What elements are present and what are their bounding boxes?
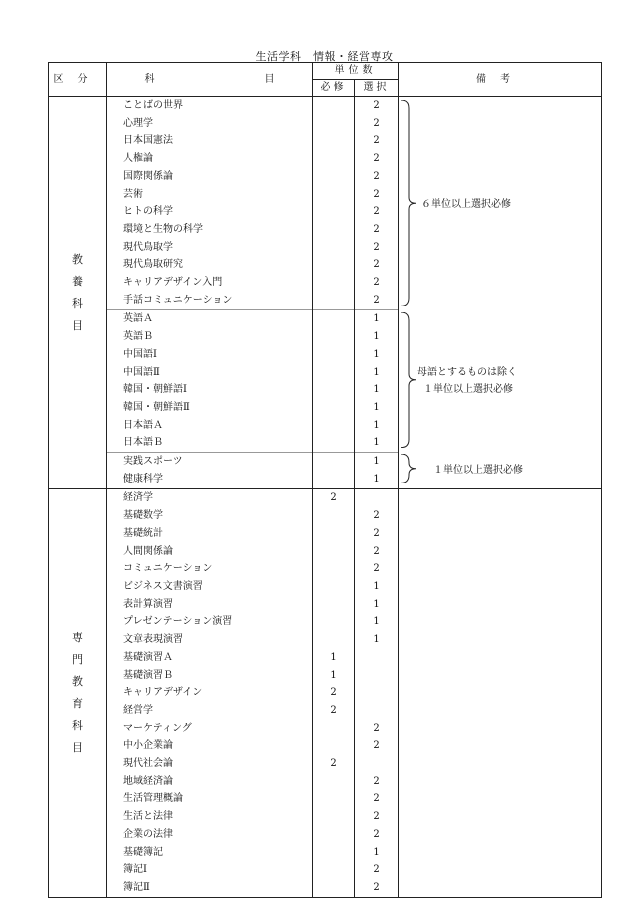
course-name: 生活と法律 [107, 808, 313, 826]
credits-required [313, 310, 355, 328]
course-name: 基礎数学 [107, 507, 313, 525]
credits-required [313, 560, 355, 578]
credits-required [313, 239, 355, 257]
credits-elective [355, 649, 399, 667]
credits-required [313, 434, 355, 452]
course-name: 韓国・朝鮮語Ⅰ [107, 381, 313, 399]
credits-elective: 2 [355, 115, 399, 133]
credits-elective: 1 [355, 417, 399, 435]
note-group1: ６単位以上選択必修 [421, 199, 511, 211]
category-char: 科 [72, 296, 83, 310]
credits-elective: 2 [355, 861, 399, 879]
course-name: 基礎簿記 [107, 844, 313, 862]
header-kubun: 区分 [49, 63, 107, 97]
brace-icon [399, 312, 419, 448]
note-group2-line2: １単位以上選択必修 [423, 384, 513, 396]
course-name: 基礎演習Ｂ [107, 667, 313, 685]
credits-elective [355, 667, 399, 685]
credits-required [313, 720, 355, 738]
credits-required [313, 453, 355, 471]
credits-required [313, 132, 355, 150]
course-name: 簿記Ⅰ [107, 861, 313, 879]
credits-required [313, 507, 355, 525]
course-name: ことばの世界 [107, 97, 313, 115]
credits-elective [355, 489, 399, 507]
credits-elective: 2 [355, 256, 399, 274]
credits-required: 2 [313, 702, 355, 720]
category-char: 教 [72, 675, 83, 689]
credits-required [313, 186, 355, 204]
credits-required [313, 631, 355, 649]
credits-elective: 1 [355, 399, 399, 417]
credits-elective [355, 702, 399, 720]
kyoyo-section [49, 97, 602, 489]
course-name: 経営学 [107, 702, 313, 720]
course-name: 韓国・朝鮮語Ⅱ [107, 399, 313, 417]
credits-required [313, 115, 355, 133]
credits-elective: 2 [355, 543, 399, 561]
category-char: 養 [72, 274, 83, 288]
credits-required [313, 861, 355, 879]
credits-required [313, 737, 355, 755]
credits-elective: 2 [355, 292, 399, 310]
credits-required [313, 578, 355, 596]
credits-required [313, 808, 355, 826]
header-kamoku-label: 科目 [144, 73, 275, 85]
credits-elective [355, 684, 399, 702]
credits-required [313, 97, 355, 115]
category-senmon [49, 489, 107, 897]
credits-elective: 1 [355, 364, 399, 382]
credits-elective: 2 [355, 168, 399, 186]
credits-required [313, 826, 355, 844]
credits-required [313, 417, 355, 435]
credits-required [313, 613, 355, 631]
course-name: 芸術 [107, 186, 313, 204]
credits-required: 2 [313, 755, 355, 773]
course-name: コミュニケーション [107, 560, 313, 578]
credits-required [313, 256, 355, 274]
credits-required: 2 [313, 684, 355, 702]
credits-elective: 2 [355, 221, 399, 239]
course-name: 環境と生物の科学 [107, 221, 313, 239]
course-name: 経済学 [107, 489, 313, 507]
brace-icon [399, 454, 419, 483]
credits-elective: 2 [355, 808, 399, 826]
course-name: 手話コミュニケーション [107, 292, 313, 310]
credits-elective: 1 [355, 631, 399, 649]
brace-icon [399, 100, 419, 306]
credits-required [313, 292, 355, 310]
category-kyoyo [49, 97, 107, 489]
table-header [49, 63, 602, 97]
course-name: キャリアデザイン [107, 684, 313, 702]
course-name: プレゼンテーション演習 [107, 613, 313, 631]
notes-senmon [399, 489, 602, 897]
header-sentaku: 選択 [355, 80, 399, 97]
credits-elective: 1 [355, 578, 399, 596]
credits-required [313, 879, 355, 897]
course-name: 中小企業論 [107, 737, 313, 755]
header-biko: 備考 [399, 63, 602, 97]
credits-elective: 2 [355, 560, 399, 578]
credits-elective: 1 [355, 381, 399, 399]
credits-elective: 2 [355, 186, 399, 204]
document-title: 生活学科 情報・経営専攻 [255, 50, 394, 63]
course-name: 中国語Ⅰ [107, 346, 313, 364]
course-name: 人間関係論 [107, 543, 313, 561]
category-char: 科 [72, 719, 83, 733]
course-name: キャリアデザイン入門 [107, 274, 313, 292]
credits-required [313, 399, 355, 417]
credits-elective: 2 [355, 150, 399, 168]
credits-elective: 1 [355, 346, 399, 364]
credits-required [313, 203, 355, 221]
credits-elective: 1 [355, 310, 399, 328]
course-name: ビジネス文書演習 [107, 578, 313, 596]
category-char: 門 [72, 653, 83, 667]
credits-elective: 1 [355, 613, 399, 631]
table-row [49, 97, 602, 115]
credits-required [313, 773, 355, 791]
course-name: 簿記Ⅱ [107, 879, 313, 897]
credits-elective: 2 [355, 203, 399, 221]
course-name: 中国語Ⅱ [107, 364, 313, 382]
credits-required [313, 150, 355, 168]
credits-elective: 2 [355, 525, 399, 543]
credits-required: 2 [313, 489, 355, 507]
credits-elective: 1 [355, 453, 399, 471]
credits-elective: 2 [355, 790, 399, 808]
header-hissu: 必修 [313, 80, 355, 97]
credits-elective: 1 [355, 434, 399, 452]
header-tanisu: 単位数 [313, 63, 399, 80]
credits-required [313, 525, 355, 543]
credits-required [313, 543, 355, 561]
senmon-section [49, 489, 602, 897]
category-char: 目 [72, 318, 83, 332]
course-name: 日本語Ａ [107, 417, 313, 435]
category-char: 育 [72, 697, 83, 711]
credits-elective: 2 [355, 97, 399, 115]
course-name: 心理学 [107, 115, 313, 133]
credits-required [313, 596, 355, 614]
credits-elective [355, 755, 399, 773]
credits-required [313, 381, 355, 399]
course-name: 人権論 [107, 150, 313, 168]
credits-elective: 1 [355, 596, 399, 614]
credits-elective: 2 [355, 737, 399, 755]
category-char: 目 [72, 741, 83, 755]
course-name: 英語Ｂ [107, 328, 313, 346]
credits-required [313, 274, 355, 292]
notes-kyoyo [399, 97, 602, 489]
course-name: 現代鳥取研究 [107, 256, 313, 274]
course-name: 基礎演習Ａ [107, 649, 313, 667]
table-row [49, 489, 602, 507]
note-group3: １単位以上選択必修 [433, 464, 523, 476]
credits-required [313, 221, 355, 239]
course-name: 現代社会論 [107, 755, 313, 773]
credits-required [313, 328, 355, 346]
curriculum-table [48, 62, 602, 898]
credits-required [313, 790, 355, 808]
credits-elective: 2 [355, 720, 399, 738]
credits-required [313, 346, 355, 364]
course-name: 生活管理概論 [107, 790, 313, 808]
credits-required [313, 364, 355, 382]
course-name: ヒトの科学 [107, 203, 313, 221]
header-kamoku [107, 63, 313, 97]
credits-elective: 1 [355, 844, 399, 862]
credits-elective: 2 [355, 132, 399, 150]
credits-elective: 2 [355, 773, 399, 791]
course-name: 日本国憲法 [107, 132, 313, 150]
credits-required: 1 [313, 667, 355, 685]
course-name: 日本語Ｂ [107, 434, 313, 452]
course-name: 英語Ａ [107, 310, 313, 328]
credits-required: 1 [313, 649, 355, 667]
credits-elective: 2 [355, 879, 399, 897]
credits-elective: 2 [355, 507, 399, 525]
course-name: 現代鳥取学 [107, 239, 313, 257]
course-name: 健康科学 [107, 471, 313, 489]
course-name: 表計算演習 [107, 596, 313, 614]
course-name: 実践スポーツ [107, 453, 313, 471]
credits-required [313, 471, 355, 489]
course-name: 地域経済論 [107, 773, 313, 791]
credits-required [313, 168, 355, 186]
credits-required [313, 844, 355, 862]
category-char: 教 [72, 252, 83, 266]
course-name: 文章表現演習 [107, 631, 313, 649]
credits-elective: 2 [355, 274, 399, 292]
category-char: 専 [72, 631, 83, 645]
course-name: 基礎統計 [107, 525, 313, 543]
note-group2-line1: 母語とするものは除く [417, 367, 517, 379]
course-name: 国際関係論 [107, 168, 313, 186]
credits-elective: 1 [355, 471, 399, 489]
course-name: マーケティング [107, 720, 313, 738]
course-name: 企業の法律 [107, 826, 313, 844]
credits-elective: 2 [355, 826, 399, 844]
credits-elective: 1 [355, 328, 399, 346]
credits-elective: 2 [355, 239, 399, 257]
